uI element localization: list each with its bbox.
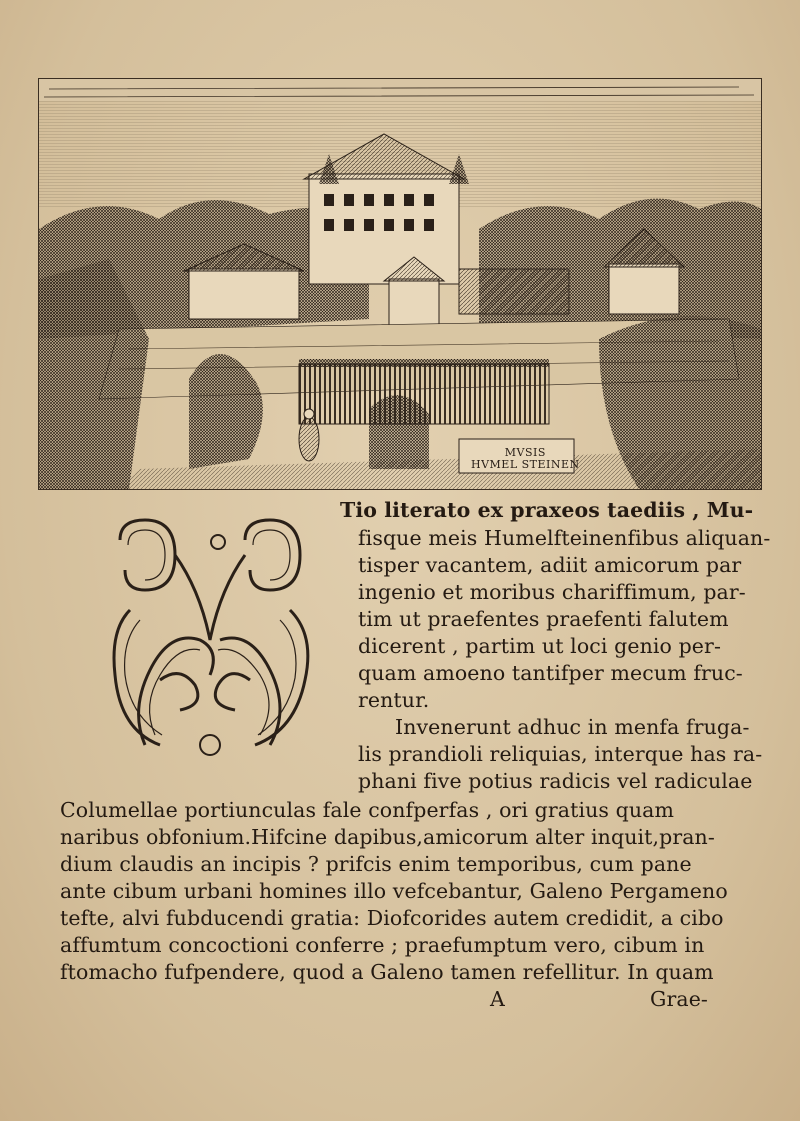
text-line: Invenerunt adhuc in menfa fruga- bbox=[395, 715, 750, 739]
engraving-sign bbox=[471, 447, 580, 471]
text-line: quam amoeno tantifper mecum fruc- bbox=[358, 661, 743, 685]
text-line: tefte, alvi fubducendi gratia: Diofcorides autem credidit, a cibo bbox=[60, 906, 724, 930]
text-line: dium claudis an incipis ? prifcis enim temporibus, cum pane bbox=[60, 852, 692, 876]
text-line: dicerent , partim ut loci genio per- bbox=[358, 634, 721, 658]
text-line: ingenio et moribus chariffimum, par- bbox=[358, 580, 746, 604]
engraving-illustration bbox=[38, 78, 762, 490]
text-line: naribus obfonium.Hifcine dapibus,amicorum alter inquit,pran- bbox=[60, 825, 715, 849]
initial-flourish-graphic bbox=[100, 500, 320, 765]
text-line: fisque meis Humelfteinenfibus aliquan- bbox=[358, 526, 771, 550]
text-line: tisper vacantem, adiit amicorum par bbox=[358, 553, 742, 577]
ornamental-initial-m bbox=[100, 500, 320, 765]
signature-mark: A bbox=[490, 987, 505, 1011]
text-line: Columellae portiunculas fale confperfas , ori gratius quam bbox=[60, 798, 675, 822]
text-line: ante cibum urbani homines illo vefcebantur, Galeno Pergameno bbox=[60, 879, 728, 903]
landscape-engraving bbox=[39, 79, 761, 489]
sign-line-2: HVMEL STEINEN bbox=[471, 458, 580, 471]
text-line: phani five potius radicis vel radiculae bbox=[358, 769, 753, 793]
text-line: tim ut praefentes praefenti falutem bbox=[358, 607, 729, 631]
text-line: ftomacho fufpendere, quod a Galeno tamen refellitur. In quam bbox=[60, 960, 714, 984]
text-line: affumtum concoctioni conferre ; praefumptum vero, cibum in bbox=[60, 933, 705, 957]
catchword: Grae- bbox=[650, 987, 708, 1011]
text-line: rentur. bbox=[358, 688, 430, 712]
text-line: lis prandioli reliquias, interque has ra- bbox=[358, 742, 763, 766]
sign-line-1: MVSIS bbox=[504, 446, 546, 459]
text-line: Tio literato ex praxeos taediis , Mu- bbox=[340, 498, 754, 522]
